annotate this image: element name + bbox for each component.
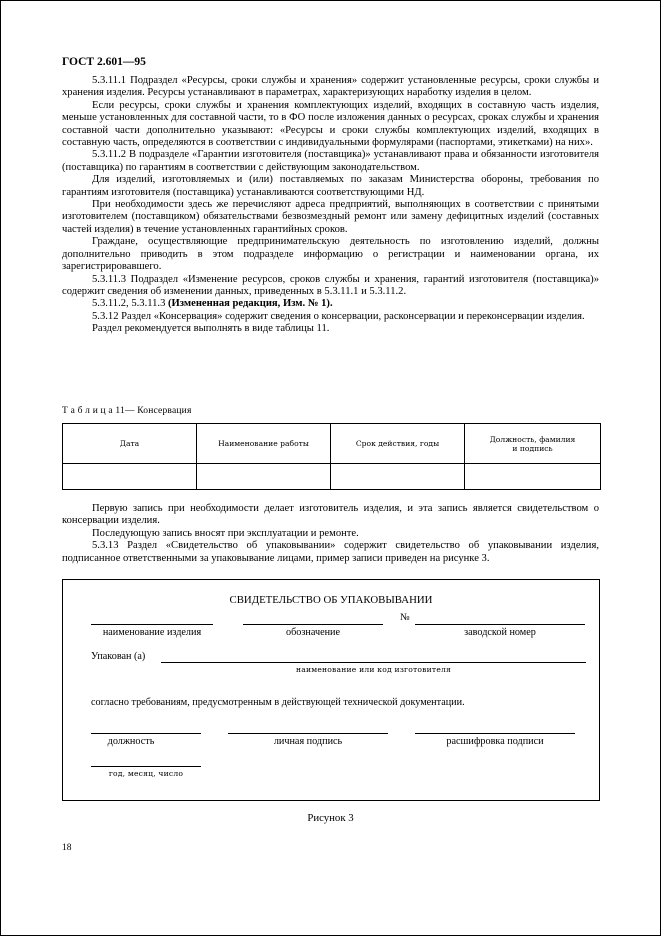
serial-number-line <box>415 624 585 625</box>
conservation-table <box>62 423 601 490</box>
table-header-cell <box>465 424 601 464</box>
table-header-cell: Срок действия, годы <box>331 424 465 464</box>
amendment-refs: 5.3.11.2, 5.3.11.3 <box>92 298 166 310</box>
paragraph: Первую запись при необходимости делает изготовитель изделия, и эта запись является свидетельством о консервации изделия. <box>62 503 599 527</box>
packer-label: наименование или код изготовителя <box>295 665 452 674</box>
body-text-bottom <box>62 503 599 565</box>
number-sign: № <box>400 612 410 623</box>
table-header-row <box>63 424 601 464</box>
paragraph: Для изделий, изготовляемых и (или) поставляемых по заказам Министерства обороны, требования по гарантиям изготовителя (поставщика) устанавливаются соответствующими НД. <box>62 174 599 198</box>
table-cell <box>63 464 197 490</box>
signature-label: личная подпись <box>273 736 343 747</box>
table-caption: Т а б л и ц а 11— Консервация <box>62 406 192 416</box>
date-line <box>91 766 201 767</box>
signature-decode-line <box>415 733 575 734</box>
designation-line <box>243 624 383 625</box>
packer-line <box>161 662 586 663</box>
paragraph: Если ресурсы, сроки службы и хранения комплектующих изделий, входящих в составную часть изделия, меньше установленных для составной части, то в ФО после изложения данных о ресурсах, сроках службы и хранения составной части дополнительно указывают: «Ресурсы и сроки службы комплектующих изделий, входящих в составную часть, определяются в соответствии с индивидуальными формулярами (паспортами, этикетками) на них». <box>62 99 599 149</box>
table-cell <box>331 464 465 490</box>
table-cell <box>465 464 601 490</box>
paragraph: При необходимости здесь же перечисляют адреса предприятий, выполняющих в соответствии с принятыми изготовителем (поставщиком) обязательствами безвозмездный ремонт или замену дефицитных изделий (составных частей изделия) в течение установленных гарантийных сроков. <box>62 199 599 235</box>
packed-by-label: Упакован (а) <box>91 651 146 662</box>
body-text-top <box>62 75 599 336</box>
product-name-line <box>91 624 213 625</box>
document-code: ГОСТ 2.601—95 <box>62 56 146 68</box>
paragraph: 5.3.11.2 В подразделе «Гарантии изготовителя (поставщика)» устанавливают права и обязанности изготовителя (поставщика) по гарантиям в соответствии с действующим законодательством. <box>62 149 599 173</box>
paragraph: Раздел рекомендуется выполнять в виде таблицы 11. <box>92 323 330 335</box>
paragraph: 5.3.11.3 Подраздел «Изменение ресурсов, сроков службы и хранения, гарантий изготовителя (поставщика)» содержит сведения об изменении данных, приведенных в 5.3.11.1 и 5.3.11.2. <box>62 273 599 297</box>
paragraph: Последующую запись вносят при эксплуатации и ремонте. <box>92 527 359 539</box>
table-header-cell: Наименование работы <box>197 424 331 464</box>
packing-certificate-figure <box>62 579 600 801</box>
figure-caption: Рисунок 3 <box>307 812 354 824</box>
date-label: год, месяц, число <box>108 769 184 778</box>
paragraph: Граждане, осуществляющие предпринимательскую деятельность по изготовлению изделий, должны дополнительно приводить в этом подразделе информацию о регистрации и наименовании органа, их зарегистрировавшего. <box>62 236 599 273</box>
product-name-label: наименование изделия <box>102 627 202 638</box>
page-number: 18 <box>62 843 72 853</box>
serial-number-label: заводской номер <box>464 627 536 638</box>
designation-label: обозначение <box>285 627 341 638</box>
position-line <box>91 733 201 734</box>
signature-decode-label: расшифровка подписи <box>446 736 544 747</box>
paragraph: 5.3.12 Раздел «Консервация» содержит сведения о консервации, расконсервации и переконсервации изделия. <box>92 310 585 322</box>
table-row <box>63 464 601 490</box>
table-header-cell: Дата <box>63 424 197 464</box>
amendment-label: (Измененная редакция, Изм. № 1). <box>168 298 333 310</box>
table-header-text: Должность, фамилия и подпись <box>489 434 576 453</box>
table-cell <box>197 464 331 490</box>
paragraph: 5.3.13 Раздел «Свидетельство об упаковывании» содержит свидетельство об упаковывании изделия, подписанное ответственными за упаковывание лицами, пример записи приведен на рисунке 3. <box>62 540 599 564</box>
compliance-text: согласно требованиям, предусмотренным в действующей технической документации. <box>91 697 465 708</box>
signature-line <box>228 733 388 734</box>
position-label: должность <box>107 736 155 747</box>
paragraph: 5.3.11.1 Подраздел «Ресурсы, сроки службы и хранения» содержит установленные ресурсы, сроки службы и хранения изделия. Ресурсы устанавливают в параметрах, характеризующих наработку изделия в целом. <box>62 75 599 99</box>
amendment-note <box>62 298 599 310</box>
certificate-title: СВИДЕТЕЛЬСТВО ОБ УПАКОВЫВАНИИ <box>229 594 433 606</box>
